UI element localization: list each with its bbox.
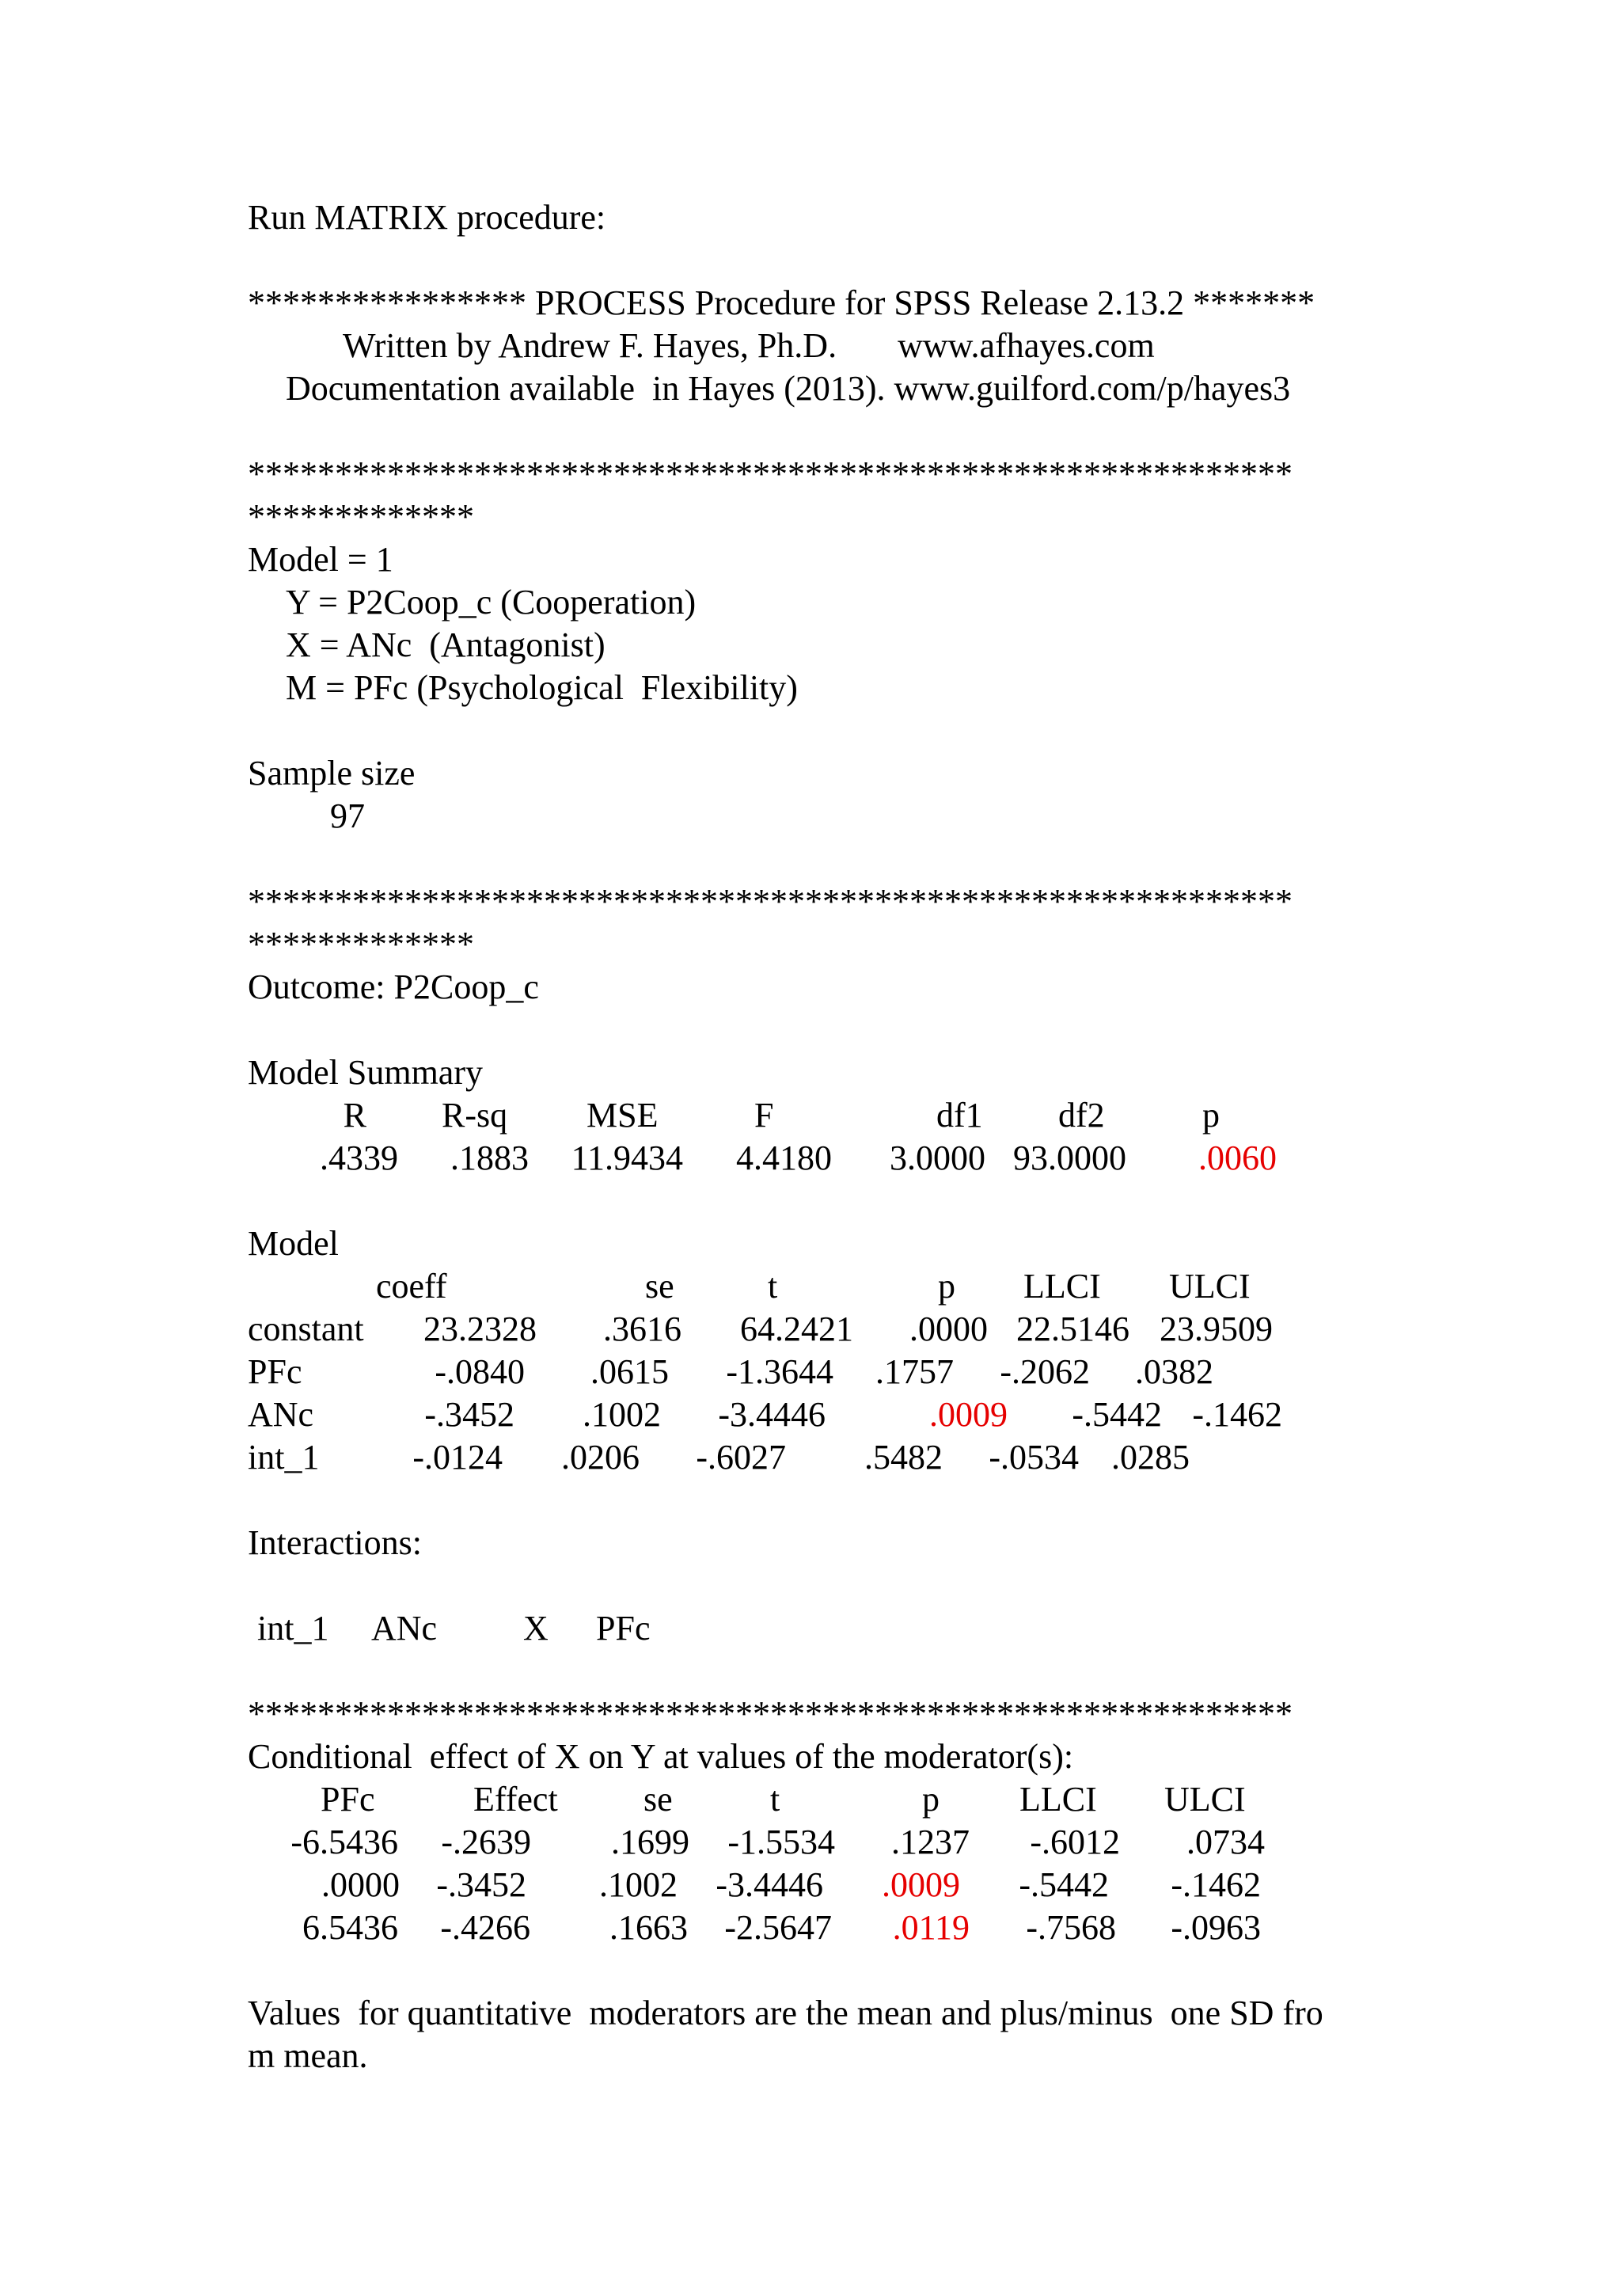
run-matrix-line: Run MATRIX procedure: [248, 198, 606, 237]
interactions-title: Interactions: [248, 1523, 422, 1562]
model-y-variable: Y = P2Coop_c (Cooperation) [286, 583, 697, 622]
header-effect: Effect [473, 1780, 558, 1819]
cell-se: .1699 [611, 1823, 689, 1861]
cell-effect: -.3452 [436, 1865, 526, 1904]
cell-p: .0119 [892, 1908, 970, 1947]
sample-size-value: 97 [330, 796, 365, 835]
cell-se: .1002 [599, 1865, 678, 1904]
header-ulci: ULCI [1164, 1780, 1246, 1819]
header-llci: LLCI [1019, 1780, 1097, 1819]
cell-effect: -.2639 [441, 1823, 531, 1861]
separator-short: ************* [248, 925, 474, 964]
cell-t: -3.4446 [718, 1395, 826, 1434]
cell-llci: -.6012 [1030, 1823, 1120, 1861]
model-row-int1 [248, 1436, 1403, 1479]
model-table-title: Model [248, 1224, 339, 1263]
header-p: p [938, 1267, 955, 1306]
header-llci: LLCI [1023, 1267, 1101, 1306]
value-df1: 3.0000 [890, 1138, 985, 1177]
separator-long: ************************************************************ [248, 1694, 1293, 1733]
header-f: F [754, 1096, 774, 1135]
model-row-constant [248, 1308, 1403, 1351]
cell-pfc: .0000 [321, 1865, 400, 1904]
conditional-header-row [248, 1778, 1403, 1821]
cell-p: .0009 [929, 1395, 1008, 1434]
cell-t: -1.3644 [726, 1352, 833, 1391]
interaction-operator: X [523, 1609, 549, 1648]
interaction-term: int_1 [257, 1609, 329, 1648]
conditional-row [248, 1864, 1403, 1906]
header-mse: MSE [587, 1096, 659, 1135]
header-r: R [343, 1096, 366, 1135]
cell-se: .0615 [590, 1352, 669, 1391]
interaction-var-1: ANc [371, 1609, 438, 1648]
cell-se: .0206 [561, 1438, 640, 1477]
cell-se: .1663 [609, 1908, 688, 1947]
separator-short: ************* [248, 497, 474, 536]
value-r: .4339 [320, 1138, 398, 1177]
cell-pfc: 6.5436 [302, 1908, 398, 1947]
cell-p: .0000 [909, 1310, 988, 1348]
cell-coeff: -.0124 [412, 1438, 503, 1477]
process-banner: **************** PROCESS Procedure for SPSS Release 2.13.2 ******* [248, 283, 1315, 322]
cell-llci: -.5442 [1072, 1395, 1162, 1434]
model-summary-value-row [248, 1137, 1403, 1180]
cell-p: .1757 [875, 1352, 954, 1391]
header-p: p [922, 1780, 940, 1819]
row-label: constant [248, 1310, 364, 1348]
model-summary-title: Model Summary [248, 1053, 483, 1092]
conditional-row [248, 1906, 1403, 1949]
cell-t: -.6027 [696, 1438, 786, 1477]
cell-coeff: 23.2328 [423, 1310, 537, 1348]
cell-ulci: .0382 [1135, 1352, 1213, 1391]
header-t: t [768, 1267, 778, 1306]
separator-long: ************************************************************ [248, 454, 1293, 493]
cell-llci: 22.5146 [1016, 1310, 1129, 1348]
cell-llci: -.5442 [1019, 1865, 1109, 1904]
cell-ulci: .0285 [1111, 1438, 1190, 1477]
model-table-header-row [248, 1265, 1403, 1308]
row-label: int_1 [248, 1438, 320, 1477]
header-df1: df1 [936, 1096, 983, 1135]
header-se: se [645, 1267, 674, 1306]
conditional-effect-title: Conditional effect of X on Y at values of the moderator(s): [248, 1737, 1074, 1776]
value-f: 4.4180 [736, 1138, 832, 1177]
conditional-row [248, 1821, 1403, 1864]
cell-ulci: .0734 [1186, 1823, 1265, 1861]
header-rsq: R-sq [442, 1096, 508, 1135]
model-row-pfc [248, 1351, 1403, 1393]
model-m-variable: M = PFc (Psychological Flexibility) [286, 668, 798, 707]
cell-p: .0009 [882, 1865, 960, 1904]
cell-llci: -.0534 [989, 1438, 1079, 1477]
footer-note-line-1: Values for quantitative moderators are the mean and plus/minus one SD fro [248, 1994, 1323, 2032]
author-line: Written by Andrew F. Hayes, Ph.D. www.afhayes.com [343, 326, 1155, 365]
cell-coeff: -.3452 [424, 1395, 514, 1434]
row-label: ANc [248, 1395, 314, 1434]
documentation-line: Documentation available in Hayes (2013). www.guilford.com/p/hayes3 [286, 369, 1291, 408]
value-p: .0060 [1198, 1138, 1277, 1177]
value-rsq: .1883 [450, 1138, 529, 1177]
model-row-anc [248, 1393, 1403, 1436]
footer-note-line-2: m mean. [248, 2036, 368, 2075]
cell-se: .3616 [603, 1310, 681, 1348]
cell-llci: -.2062 [1000, 1352, 1090, 1391]
cell-llci: -.7568 [1026, 1908, 1116, 1947]
cell-t: -3.4446 [716, 1865, 823, 1904]
cell-p: .1237 [891, 1823, 970, 1861]
cell-pfc: -6.5436 [290, 1823, 398, 1861]
interaction-definition [248, 1607, 1403, 1650]
cell-t: -2.5647 [724, 1908, 832, 1947]
cell-ulci: -.0963 [1171, 1908, 1261, 1947]
model-number: Model = 1 [248, 540, 393, 579]
header-se: se [643, 1780, 673, 1819]
header-df2: df2 [1058, 1096, 1105, 1135]
header-ulci: ULCI [1169, 1267, 1251, 1306]
cell-ulci: -.1462 [1192, 1395, 1282, 1434]
header-t: t [770, 1780, 780, 1819]
cell-t: -1.5534 [727, 1823, 835, 1861]
cell-ulci: -.1462 [1171, 1865, 1261, 1904]
outcome-line: Outcome: P2Coop_c [248, 967, 539, 1006]
header-pfc: PFc [321, 1780, 375, 1819]
process-output-page [248, 196, 1403, 2077]
model-x-variable: X = ANc (Antagonist) [286, 625, 606, 664]
cell-se: .1002 [583, 1395, 661, 1434]
separator-long: ************************************************************ [248, 882, 1293, 921]
value-mse: 11.9434 [571, 1138, 683, 1177]
model-summary-header-row [248, 1094, 1403, 1137]
header-p: p [1202, 1096, 1220, 1135]
cell-p: .5482 [864, 1438, 943, 1477]
cell-ulci: 23.9509 [1160, 1310, 1273, 1348]
cell-effect: -.4266 [440, 1908, 530, 1947]
interaction-var-2: PFc [596, 1609, 651, 1648]
cell-coeff: -.0840 [435, 1352, 525, 1391]
cell-t: 64.2421 [740, 1310, 853, 1348]
sample-size-label: Sample size [248, 754, 416, 793]
value-df2: 93.0000 [1013, 1138, 1126, 1177]
row-label: PFc [248, 1352, 302, 1391]
header-coeff: coeff [376, 1267, 447, 1306]
